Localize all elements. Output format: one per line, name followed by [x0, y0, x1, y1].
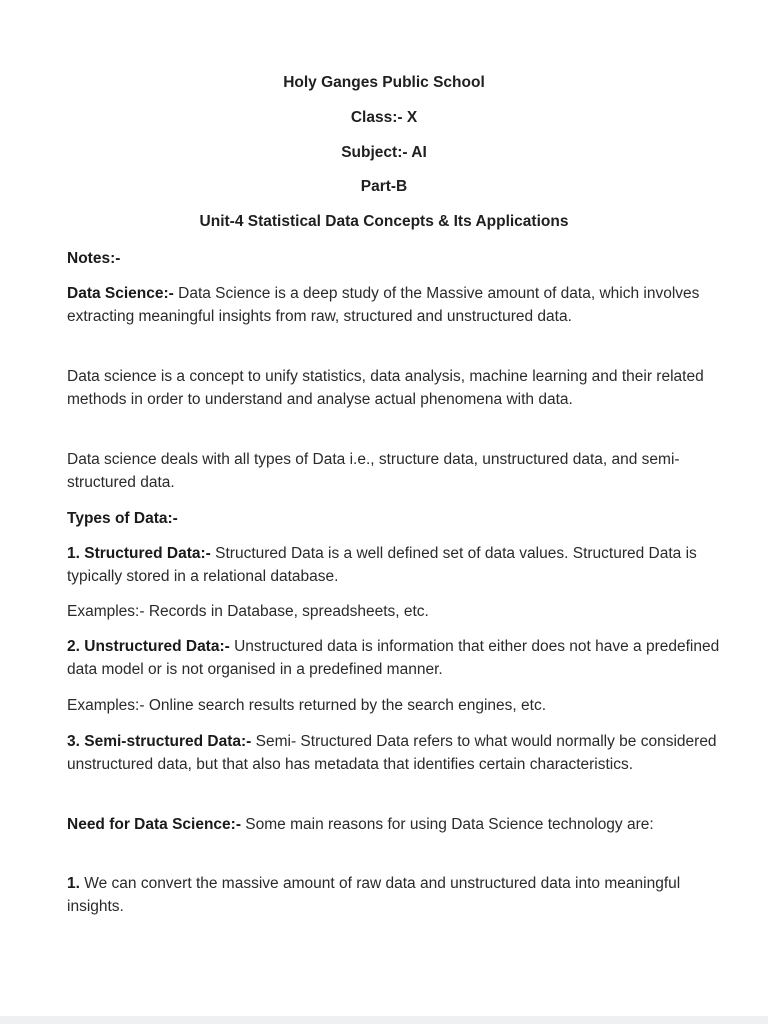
notes-heading-text: Notes:- [67, 250, 121, 267]
type-unstructured-examples-text: Examples:- Online search results returned by the search engines, etc. [67, 697, 547, 714]
need-text: Some main reasons for using Data Science technology are: [241, 816, 654, 833]
need-point-1 [67, 872, 727, 918]
types-heading [67, 507, 727, 530]
type-structured [67, 542, 727, 588]
class-line: Class:- X [350, 109, 418, 126]
type-unstructured-examples [67, 694, 727, 717]
type-unstructured-number: 2. [67, 638, 80, 655]
data-science-term: Data Science:- [67, 285, 174, 302]
type-unstructured-text: Unstructured data is information that either does not have a predefined data model or is not organised in a predefined manner. [67, 638, 720, 678]
need-point-1-text: We can convert the massive amount of raw data and unstructured data into meaningful insights. [67, 875, 681, 915]
notes-heading [67, 247, 727, 270]
type-unstructured-term: Unstructured Data:- [84, 638, 230, 655]
data-science-definition-text: Data Science is a deep study of the Massive amount of data, which involves extracting meaningful insights from raw, structured and unstructured data. [67, 285, 700, 325]
type-semi-structured-number: 3. [67, 733, 80, 750]
type-unstructured [67, 635, 727, 681]
type-semi-structured [67, 730, 727, 776]
type-semi-structured-term: Semi-structured Data:- [84, 733, 252, 750]
data-science-paragraph-2 [67, 365, 727, 411]
school-name: Holy Ganges Public School [283, 74, 485, 91]
need-term: Need for Data Science:- [67, 816, 241, 833]
type-structured-examples-text: Examples:- Records in Database, spreadsheets, etc. [67, 603, 429, 620]
data-science-paragraph-3-text: Data science deals with all types of Data i.e., structure data, unstructured data, and semi-structured data. [67, 451, 680, 491]
type-structured-text: Structured Data is a well defined set of data values. Structured Data is typically stored in a relational database. [67, 545, 697, 585]
data-science-paragraph-3 [67, 448, 727, 494]
type-structured-term: Structured Data:- [84, 545, 211, 562]
type-structured-number: 1. [67, 545, 80, 562]
data-science-paragraph-2-text: Data science is a concept to unify statistics, data analysis, machine learning and their related methods in order to understand and analyse actual phenomena with data. [67, 368, 704, 408]
page-bottom-edge [0, 1016, 768, 1024]
type-semi-structured-text: Semi- Structured Data refers to what would normally be considered unstructured data, but that also has metadata that identifies certain characteristics. [67, 733, 717, 773]
need-point-1-number: 1. [67, 875, 80, 892]
subject-line: Subject:- AI [341, 144, 427, 161]
part-line: Part-B [360, 178, 408, 195]
data-science-definition [67, 282, 727, 328]
unit-title: Unit-4 Statistical Data Concepts & Its Applications [199, 213, 569, 230]
type-structured-examples [67, 600, 727, 623]
need-for-data-science [67, 813, 727, 836]
types-heading-text: Types of Data:- [67, 510, 178, 527]
